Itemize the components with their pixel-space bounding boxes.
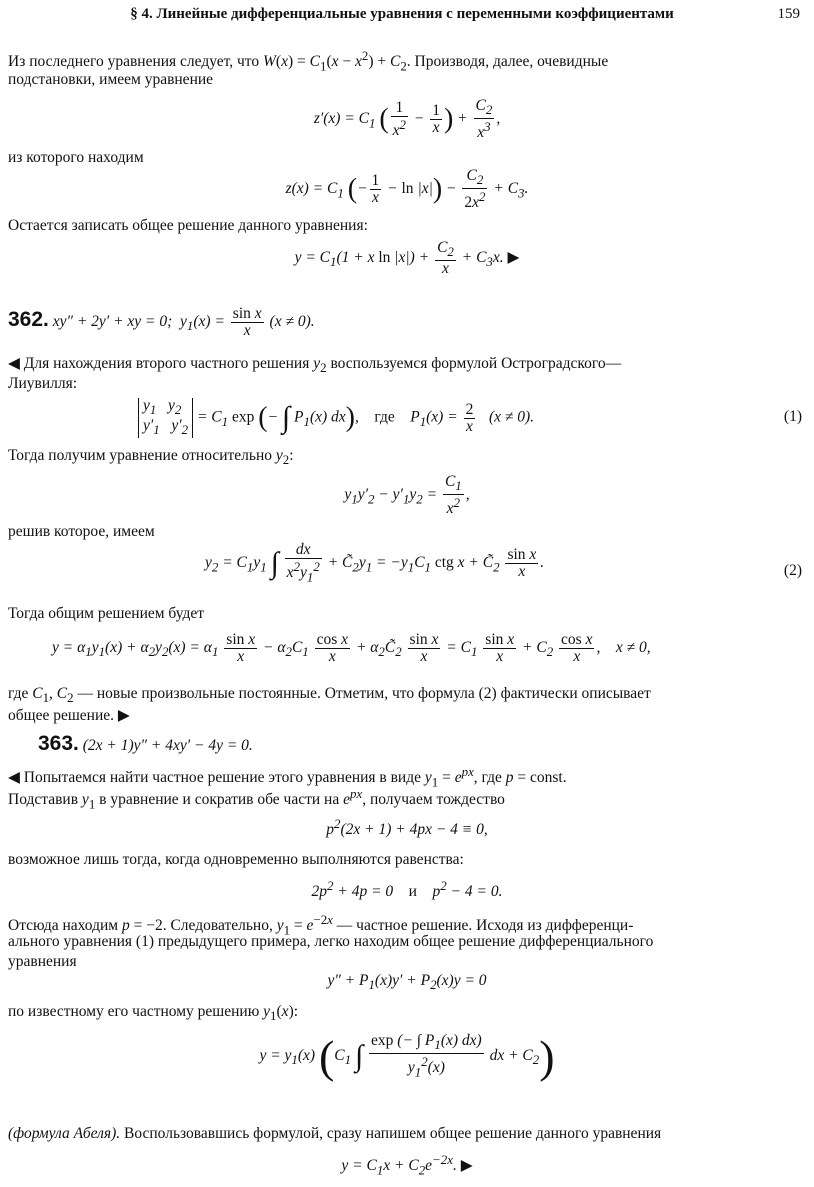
equation-identity: $p^2(2x + 1) + 4px - 4 \equiv 0$, bbox=[326, 816, 488, 839]
paragraph-8-line-1: где $C_1$, $C_2$ — новые произвольные постоянные. Отметим, что формула (2) фактически описывает bbox=[8, 685, 651, 706]
text-segment: получаем тождество bbox=[369, 791, 505, 809]
text-segment: Из последнего уравнения следует, что bbox=[8, 53, 260, 71]
paragraph-4-line-1: ◀ Для нахождения второго частного решения $y_2$ воспользуемся формулой Остроградского— bbox=[8, 355, 622, 376]
equation-y2-relation: $y_1y'_2 - y'_1y_2$ = $\frac{C_1}{x^2}$ , bbox=[344, 473, 470, 518]
text-segment: где bbox=[8, 685, 29, 702]
equation-general-solution-362: $y = \alpha_1y_1(x) + \alpha_2y_2(x) = \alpha_1$ $\frac{\text{sin x}}{x}$ − $\alpha_2C_1$ $\frac{\text{cos x}}{x}$ + $\alpha_2C̃_2$ $\frac{\text{sin x}}{x}$ = $C_1$ $\frac{\text{sin x}}{x}$ + $C_2$ $\frac{\text{cos x}}{x}$ , x ≠ 0, bbox=[52, 631, 651, 665]
paragraph-13 bbox=[8, 1124, 802, 1144]
text-segment: Отсюда находим bbox=[8, 917, 119, 935]
section-title: § 4. Линейные дифференциальные уравнения с переменными коэффициентами bbox=[130, 6, 674, 22]
page-number: 159 bbox=[777, 6, 800, 22]
text-segment: в уравнение и сократив обе части на bbox=[99, 791, 340, 809]
problem-362: 362. xy″ + 2y′ + xy = 0; $y_1(x)$ = $\frac{\text{sin x}}{x}$ (x ≠ 0). bbox=[8, 305, 315, 339]
equation-z-prime: $z'(x) = C_1$ ( $\frac{1}{x^2}$ − $\frac{1}{x}$ ) + $\frac{C_2}{x^3}$ , bbox=[313, 97, 501, 142]
text-segment: Производя, далее, очевидные bbox=[414, 53, 609, 71]
paragraph-5: Тогда получим уравнение относительно $y_2$: bbox=[8, 447, 294, 468]
text-segment: где bbox=[374, 408, 395, 426]
paragraph-7: Тогда общим решением будет bbox=[8, 605, 205, 622]
text-segment: — новые произвольные постоянные. Отметим, что формула (2) фактически описывает bbox=[77, 685, 651, 702]
text-segment: Следовательно, bbox=[170, 917, 273, 935]
text-segment: по известному его частному решению bbox=[8, 1003, 260, 1020]
text-segment: где bbox=[481, 769, 502, 787]
equation-abel: $y = y_1(x)$ ($C_1$ ∫ $\frac{\exp (- \int P_1(x) dx)}{y_1^2(x)}$ dx + $C_2$) bbox=[259, 1031, 555, 1082]
equation-ostrogradsky: $y_1$ $y_2$ $y'_1$ $y'_2 = C_1$ exp (− ∫ $P_1(x)$ dx), где $P_1(x)$ = $\frac{2}{x}$ (x ≠ 0). bbox=[138, 398, 534, 438]
equation-y2: $y_2 = C_1y_1$ ∫ $\frac{dx}{x^2y_1^2}$ + $C̃_2y_1 = -y_1C_1$ ctg $x + C̃_2$ $\frac{\text{sin x}}{x}$ . bbox=[205, 541, 545, 585]
text-segment: (формула Абеля). bbox=[8, 1125, 121, 1142]
equation-final-solution: $y = C_1x + C_2e^{-2x}$. ▶ bbox=[341, 1152, 473, 1178]
paragraph-2: из которого находим bbox=[8, 149, 144, 166]
paragraph-11-line-2: ального уравнения (1) предыдущего примера, легко находим общее решение дифференциального bbox=[8, 933, 654, 950]
text-segment: и bbox=[408, 883, 417, 901]
text-segment: ◀ Попытаемся найти частное решение этого уравнения в виде bbox=[8, 769, 421, 787]
equation-general-solution-361: $y = C_1(1 + x$ ln |x|) + $\frac{C_2}{x}$ + $C_3x$. ▶ bbox=[294, 239, 520, 278]
equation-ode: $y'' + P_1(x)y' + P_2(x)y = 0$ bbox=[327, 972, 487, 993]
paragraph-3: Остается записать общее решение данного уравнения: bbox=[8, 217, 368, 234]
equation-number-2: (2) bbox=[783, 562, 802, 579]
text-segment: воспользуемся формулой Остроградского— bbox=[330, 355, 622, 372]
equation-number-1: (1) bbox=[783, 408, 802, 425]
equation-system: $2p^2 + 4p = 0$ и $p^2 - 4 = 0$. bbox=[311, 878, 503, 901]
equation-z: $z(x) = C_1$ (− $\frac{1}{x}$ − ln |x|) − $\frac{C_2}{2x^2}$ + $C_3$. bbox=[285, 167, 529, 212]
paragraph-1-line-1: Из последнего уравнения следует, что $W(x) = C_1(x - x^2) + C_2$. Производя, далее, очевидные bbox=[8, 48, 609, 74]
paragraph-11-line-3: уравнения bbox=[8, 953, 77, 970]
problem-number: 363. bbox=[38, 732, 79, 755]
text-segment: Воспользовавшись формулой, сразу напишем общее решение данного уравнения bbox=[124, 1125, 662, 1142]
text-segment: ◀ Для нахождения второго частного решения bbox=[8, 355, 310, 372]
paragraph-1-line-2: подстановки, имеем уравнение bbox=[8, 71, 214, 88]
paragraph-10: возможное лишь тогда, когда одновременно выполняются равенства: bbox=[8, 851, 464, 868]
paragraph-9-line-2: Подставив $y_1$ в уравнение и сократив обе части на $e^{px}$, получаем тождество bbox=[8, 786, 505, 812]
text-segment: Тогда получим уравнение относительно bbox=[8, 447, 273, 464]
text-segment: — частное решение. Исходя из дифференци- bbox=[336, 917, 634, 935]
problem-number: 362. bbox=[8, 308, 49, 332]
paragraph-8-line-2: общее решение. ▶ bbox=[8, 707, 130, 724]
paragraph-6: решив которое, имеем bbox=[8, 523, 155, 540]
paragraph-12: по известному его частному решению $y_1(x)$: bbox=[8, 1003, 299, 1024]
paragraph-9-line-1: ◀ Попытаемся найти частное решение этого уравнения в виде $y_1 = e^{px}$, где p = const. bbox=[8, 764, 567, 790]
text-segment: Подставив bbox=[8, 791, 79, 809]
problem-363: 363. (2x + 1)y″ + 4xy′ − 4y = 0. bbox=[38, 732, 253, 755]
paragraph-11-line-1: Отсюда находим p = −2. Следовательно, $y_1 = e^{-2x}$ — частное решение. Исходя из дифференци- bbox=[8, 912, 634, 938]
paragraph-4-line-2: Лиувилля: bbox=[8, 375, 78, 392]
